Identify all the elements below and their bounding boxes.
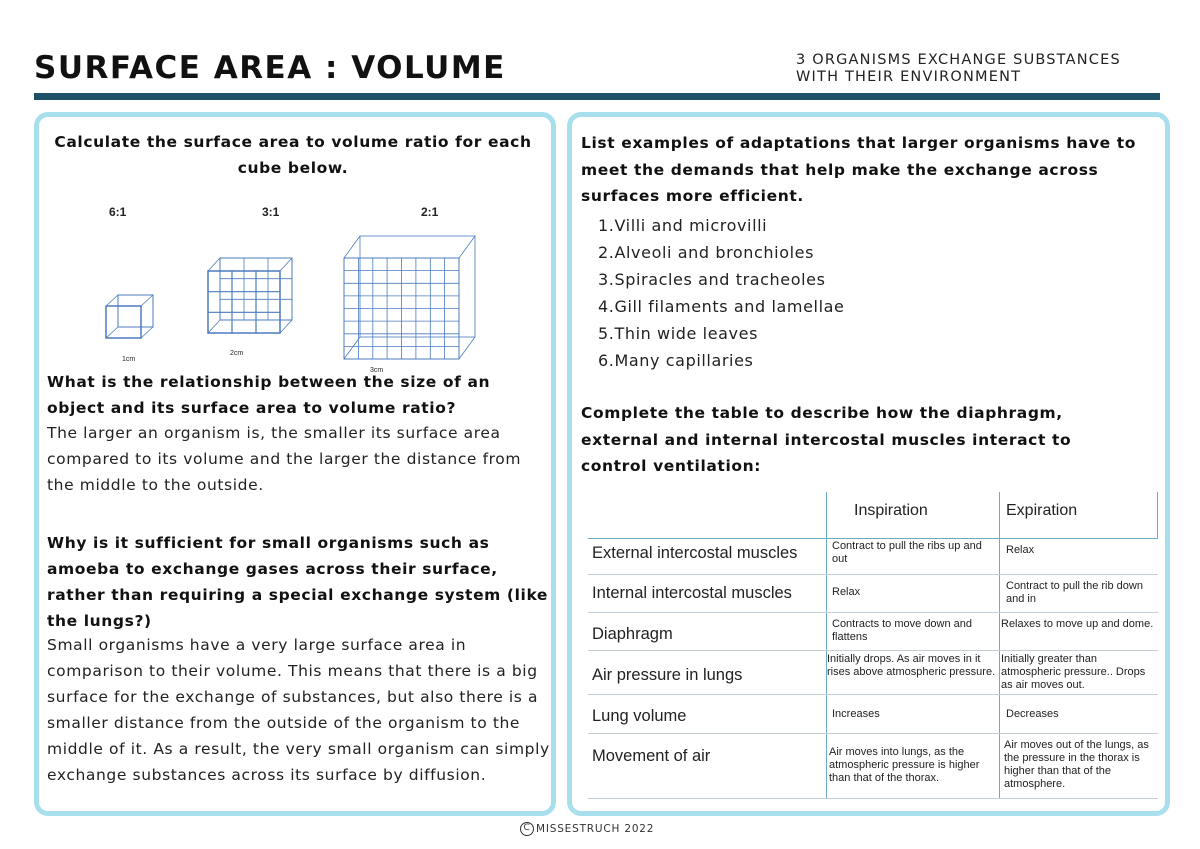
cube-3cm [344, 236, 475, 359]
column-header-inspiration: Inspiration [854, 502, 928, 519]
cube-size-label-1: 1cm [122, 356, 136, 363]
cube-size-label-2: 2cm [230, 350, 244, 357]
list-item: 5.Thin wide leaves [598, 324, 759, 343]
row-label: Diaphragm [592, 625, 673, 643]
inspiration-cell: Contract to pull the ribs up and out [832, 540, 982, 565]
list-item: 4.Gill filaments and lamellae [598, 297, 845, 316]
column-header-expiration: Expiration [1006, 502, 1078, 519]
topic-subtitle [796, 52, 1121, 86]
expiration-cell: Relax [1006, 544, 1035, 556]
inspiration-cell: Increases [832, 708, 880, 720]
ventilation-table [588, 492, 1158, 799]
cube-1cm [106, 295, 153, 338]
adaptations-list [598, 212, 845, 374]
expiration-cell: Decreases [1006, 708, 1059, 720]
list-item: 6.Many capillaries [598, 351, 754, 370]
row-label: Lung volume [592, 707, 687, 725]
copyright-footer [520, 822, 654, 836]
copyright-icon: C [520, 822, 534, 836]
answer-size-relationship: The larger an organism is, the smaller its surface area compared to its volume and the larger the distance from the middle to the outside. [47, 424, 522, 494]
cube-diagram [96, 198, 496, 376]
header-divider [34, 93, 1160, 100]
cube-ratio-label-2: 3:1 [262, 205, 280, 219]
question-small-organisms: Why is it sufficient for small organisms such as amoeba to exchange gases across their surface, rather than requiring a special exchange system (like the lungs?) [47, 534, 549, 630]
question-surface-area-ratio: Calculate the surface area to volume ratio for each cube below. [54, 133, 532, 177]
cube-ratio-label-1: 6:1 [109, 205, 127, 219]
answer-small-organisms: Small organisms have a very large surface area in comparison to their volume. This means that there is a big surface for the exchange of substances, but also there is a smaller distance from the outside of the organism to the middle of it. As a result, the very small organism can simply exchange substances across its surface by diffusion. [47, 636, 550, 784]
row-label: Air pressure in lungs [592, 666, 743, 684]
inspiration-cell: Air moves into lungs, as the atmospheric pressure is higher than that of the thorax. [829, 746, 980, 784]
subtitle-line-1: 3 ORGANISMS EXCHANGE SUBSTANCES [796, 52, 1121, 68]
question-size-relationship: What is the relationship between the size of an object and its surface area to volume ratio? [47, 373, 491, 417]
row-label: External intercostal muscles [592, 544, 798, 562]
copyright-text: MISSESTRUCH 2022 [536, 823, 655, 835]
list-item: 2.Alveoli and bronchioles [598, 243, 815, 262]
expiration-cell: Relaxes to move up and dome. [1001, 618, 1154, 630]
cube-2cm [208, 258, 292, 333]
page-title: SURFACE AREA : VOLUME [34, 50, 506, 86]
cube-ratio-label-3: 2:1 [421, 205, 439, 219]
list-item: 3.Spiracles and tracheoles [598, 270, 826, 289]
question-ventilation: Complete the table to describe how the diaphragm, external and internal intercostal muscles interact to control ventilation: [581, 404, 1072, 475]
expiration-cell: Initially greater than atmospheric pressure.. Drops as air moves out. [1001, 653, 1146, 691]
expiration-cell: Air moves out of the lungs, as the pressure in the thorax is higher than that of the atmosphere. [1004, 739, 1149, 790]
inspiration-cell: Relax [832, 586, 861, 598]
row-label: Movement of air [592, 747, 711, 765]
cube-size-label-3: 3cm [370, 367, 384, 374]
list-item: 1.Villi and microvilli [598, 216, 768, 235]
expiration-cell: Contract to pull the rib down and in [1006, 580, 1143, 605]
question-adaptations: List examples of adaptations that larger organisms have to meet the demands that help make the exchange across surfaces more efficient. [581, 134, 1137, 205]
inspiration-cell: Initially drops. As air moves in it rises above atmospheric pressure. [827, 653, 996, 678]
inspiration-cell: Contracts to move down and flattens [832, 618, 973, 643]
row-label: Internal intercostal muscles [592, 584, 792, 602]
subtitle-line-2: WITH THEIR ENVIRONMENT [796, 69, 1022, 85]
